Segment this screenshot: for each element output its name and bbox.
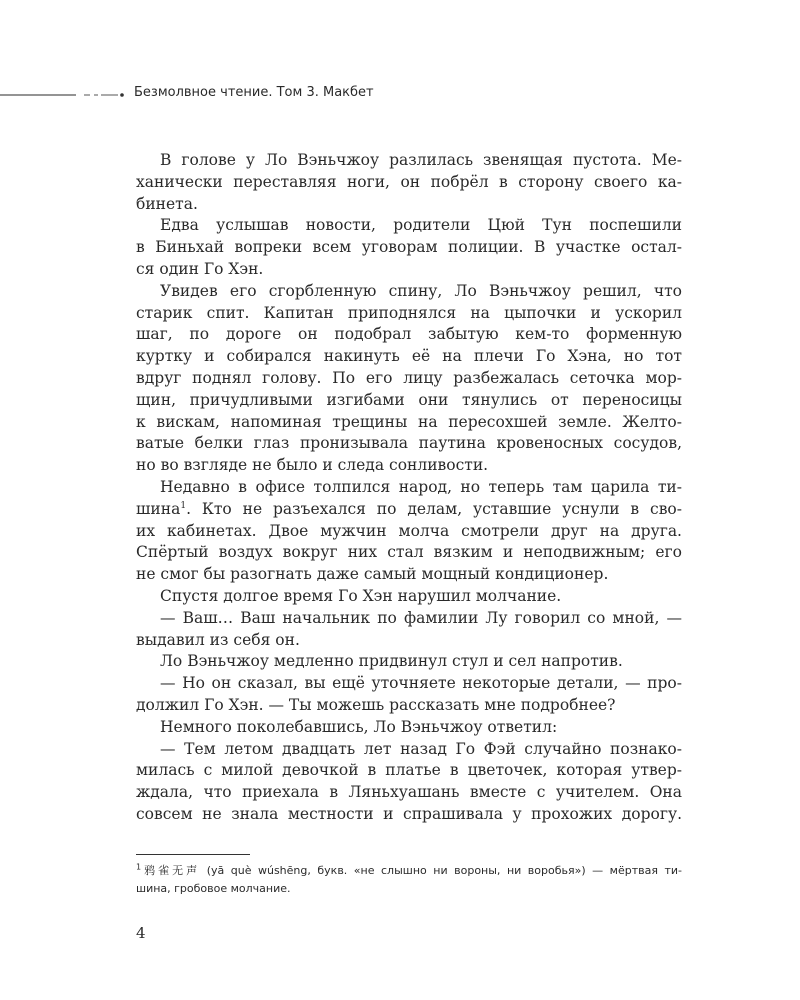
text-line [136, 237, 682, 259]
text-line-content: старик спит. Капитан приподнялся на цыпочки и ускорил [136, 303, 682, 322]
text-line-content: ханически переставляя ноги, он побрёл в сторону своего ка- [136, 172, 682, 191]
footnotes [136, 862, 682, 898]
text-line [136, 215, 682, 237]
text-line-content: Спустя долгое время Го Хэн нарушил молчание. [160, 586, 562, 605]
footnote-line [136, 880, 682, 898]
footnote-text-1: 鸦雀无声 (yā què wúshēng, букв. «не слышно ни вороны, ни воробья») — мёртвая ти- [141, 864, 682, 877]
text-line [136, 194, 682, 216]
text-line-content: Недавно в офисе толпился народ, но теперь там царила ти- [160, 477, 682, 496]
text-line-content: милась с милой девочкой в платье в цветочек, которая утвер- [136, 761, 682, 780]
text-line-content: к вискам, напоминая трещины на пересохшей земле. Желто- [136, 412, 682, 431]
text-line-content: Едва услышав новости, родители Цюй Тун поспешили [160, 216, 682, 235]
text-line [136, 739, 682, 761]
text-line [136, 695, 682, 717]
text-line-content: Увидев его сгорбленную спину, Ло Вэньчжоу решил, что [160, 281, 682, 300]
text-line [136, 717, 682, 739]
page-number: 4 [136, 924, 146, 942]
footnote-reference: 1 [180, 500, 187, 511]
text-line [136, 608, 682, 630]
text-line-content: в Биньхай вопреки всем уговорам полиции. В участке остал- [136, 238, 682, 257]
running-header [0, 84, 800, 104]
text-line-content: не смог бы разогнать даже самый мощный кондиционер. [136, 565, 609, 584]
text-line [136, 477, 682, 499]
text-line-content: их кабинетах. Двое мужчин молча смотрели друг на друга. [136, 521, 682, 540]
text-line-content: ждала, что приехала в Ляньхуашань вместе с учителем. Она [136, 783, 682, 802]
text-line-content: . Кто не разъехался по делам, уставшие уснули в сво- [186, 499, 682, 518]
text-line-content: — Но он сказал, вы ещё уточняете некоторые детали, — про- [160, 674, 682, 693]
footnote-text-2: шина, гробовое молчание. [136, 882, 291, 895]
text-line-content: ватые белки глаз пронизывала паутина кровеносных сосудов, [136, 434, 682, 453]
text-line-content: Ло Вэньчжоу медленно придвинул стул и сел напротив. [160, 652, 623, 671]
text-line [136, 390, 682, 412]
text-line-content: щин, причудливыми изгибами они тянулись от переносицы [136, 390, 682, 409]
text-line-content: куртку и собирался накинуть её на плечи Го Хэна, но тот [136, 347, 682, 366]
text-line [136, 804, 682, 826]
text-line [136, 368, 682, 390]
text-line-content: совсем не знала местности и спрашивала у прохожих дорогу. [136, 804, 682, 823]
footnote-number: 1 [136, 862, 142, 872]
text-line-content: Немного поколебавшись, Ло Вэньчжоу ответил: [160, 717, 558, 736]
text-line [136, 281, 682, 303]
text-line-content: вдруг поднял голову. По его лицу разбежалась сеточка мор- [136, 368, 682, 387]
text-line [136, 651, 682, 673]
text-line [136, 433, 682, 455]
text-line [136, 521, 682, 543]
body-text [136, 150, 682, 826]
text-line [136, 586, 682, 608]
text-line-content: но во взгляде не было и следа сонливости. [136, 456, 489, 475]
text-line [136, 412, 682, 434]
text-line [136, 455, 682, 477]
text-line-content: Спёртый воздух вокруг них стал вязким и неподвижным; его [136, 543, 682, 562]
text-line [136, 303, 682, 325]
text-line [136, 499, 682, 521]
text-line [136, 564, 682, 586]
text-line [136, 172, 682, 194]
text-line-content: — Ваш… Ваш начальник по фамилии Лу говорил со мной, — [160, 608, 682, 627]
text-line-content: бинета. [136, 194, 198, 213]
text-line [136, 150, 682, 172]
text-line [136, 259, 682, 281]
text-line [136, 760, 682, 782]
footnote-divider [136, 854, 250, 855]
text-line-content: — Тем летом двадцать лет назад Го Фэй случайно познако- [160, 739, 682, 758]
header-decorative-rule [0, 93, 124, 95]
text-line [136, 542, 682, 564]
text-line-content: выдавил из себя он. [136, 630, 300, 649]
footnote-line [136, 862, 682, 880]
text-line-content: ся один Го Хэн. [136, 259, 264, 278]
text-line [136, 324, 682, 346]
text-line-content: шаг, по дороге он подобрал забытую кем-то форменную [136, 325, 682, 344]
text-line-content: должил Го Хэн. — Ты можешь рассказать мне подробнее? [136, 695, 616, 714]
text-line [136, 630, 682, 652]
text-line [136, 346, 682, 368]
header-title: Безмолвное чтение. Том 3. Макбет [134, 85, 374, 100]
text-line-content: В голове у Ло Вэньчжоу разлилась звенящая пустота. Ме- [160, 151, 682, 169]
text-line-content: шина [136, 499, 181, 518]
text-line [136, 673, 682, 695]
text-line [136, 782, 682, 804]
